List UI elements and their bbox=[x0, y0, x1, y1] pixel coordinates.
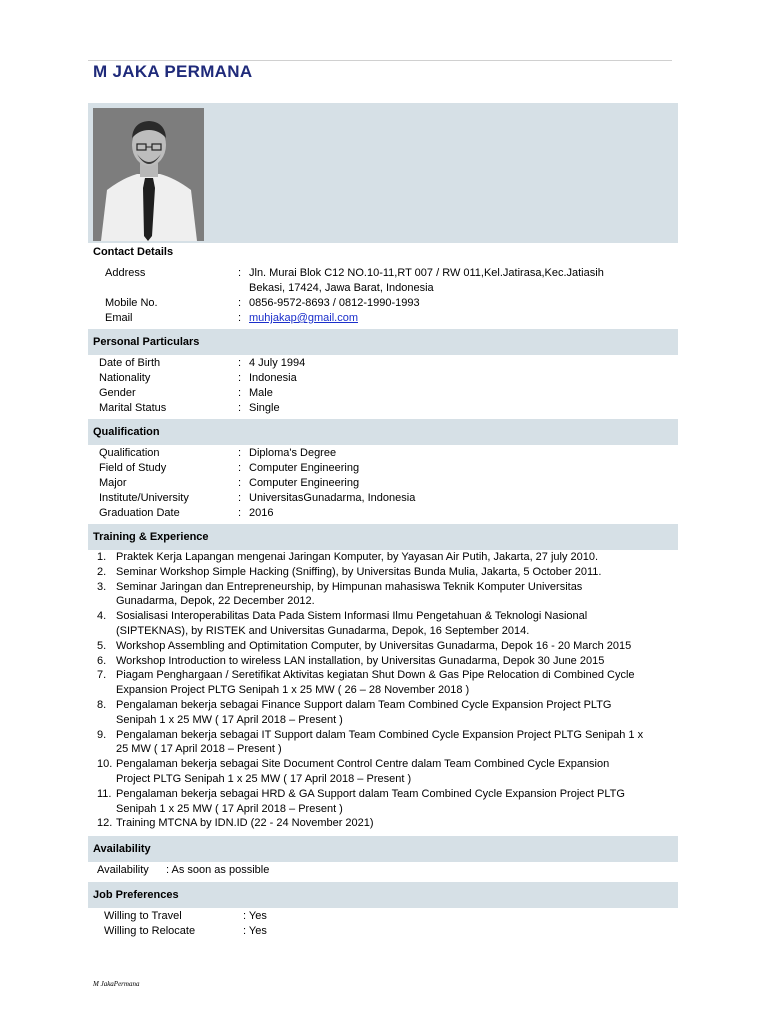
list-item bbox=[97, 580, 677, 610]
relocate-label: Willing to Relocate bbox=[104, 925, 196, 937]
personal-colon: : bbox=[238, 357, 242, 369]
email-label: Email bbox=[105, 312, 133, 324]
list-item-text: Praktek Kerja Lapangan mengenai Jaringan Komputer, by Yayasan Air Putih, Jakarta, 27 july 2010. bbox=[116, 551, 599, 563]
list-item-text: Seminar Jaringan dan Entrepreneurship, by Himpunan mahasiswa Teknik Komputer Universitas bbox=[116, 580, 583, 593]
list-item-text: Pengalaman bekerja sebagai Site Document Control Centre dalam Team Combined Cycle Expansion bbox=[116, 758, 610, 771]
qualification-band bbox=[88, 419, 678, 445]
qualification-colon: : bbox=[238, 462, 242, 474]
personal-label: Nationality bbox=[99, 372, 151, 384]
footer-name: M JakaPermana bbox=[93, 980, 140, 988]
list-item-text: Senipah 1 x 25 MW ( 17 April 2018 – Present ) bbox=[116, 713, 343, 726]
list-item bbox=[97, 609, 677, 639]
address-colon: : bbox=[238, 267, 242, 279]
list-item bbox=[97, 668, 677, 698]
job-preferences-heading: Job Preferences bbox=[93, 889, 179, 901]
email-colon: : bbox=[238, 312, 242, 324]
qualification-label: Qualification bbox=[99, 447, 160, 459]
qualification-label: Institute/University bbox=[99, 492, 189, 504]
list-item-number: 12. bbox=[97, 817, 113, 830]
list-item-text: Pengalaman bekerja sebagai HRD & GA Support dalam Team Combined Cycle Expansion Project PLTG bbox=[116, 787, 625, 800]
qualification-value: UniversitasGunadarma, Indonesia bbox=[249, 492, 416, 504]
availability-band bbox=[88, 836, 678, 862]
list-item-number: 5. bbox=[97, 639, 107, 652]
list-item-text: Seminar Workshop Simple Hacking (Sniffing), by Universitas Bunda Mulia, Jakarta, 5 October 2011. bbox=[116, 565, 602, 578]
mobile-value: 0856-9572-8693 / 0812-1990-1993 bbox=[249, 297, 420, 309]
list-item bbox=[97, 565, 677, 580]
personal-label: Marital Status bbox=[99, 402, 167, 414]
list-item bbox=[97, 816, 677, 831]
candidate-name: M JAKA PERMANA bbox=[93, 62, 253, 81]
list-item-text: Workshop Introduction to wireless LAN installation, by Universitas Gunadarma, Depok 30 June 2015 bbox=[116, 654, 605, 667]
list-item-text: Piagam Penghargaan / Seretifikat Aktivitas kegiatan Shut Down & Gas Pipe Relocation di Combined Cycle bbox=[116, 669, 635, 682]
availability-label: Availability bbox=[97, 864, 149, 876]
address-label: Address bbox=[105, 267, 146, 279]
list-item-number: 2. bbox=[97, 565, 107, 578]
personal-colon: : bbox=[238, 402, 242, 414]
qualification-label: Major bbox=[99, 477, 127, 489]
qualification-value: Computer Engineering bbox=[249, 477, 360, 489]
profile-photo bbox=[93, 108, 204, 241]
personal-value: 4 July 1994 bbox=[249, 357, 306, 369]
qualification-value: 2016 bbox=[249, 507, 274, 519]
travel-value: : Yes bbox=[243, 910, 267, 922]
personal-value: Male bbox=[249, 387, 273, 399]
list-item-text: Senipah 1 x 25 MW ( 17 April 2018 – Present ) bbox=[116, 802, 343, 815]
list-item-number: 10. bbox=[97, 758, 113, 771]
list-item bbox=[97, 757, 677, 787]
qualification-colon: : bbox=[238, 447, 242, 459]
qualification-value: Computer Engineering bbox=[249, 462, 360, 474]
availability-heading: Availability bbox=[93, 843, 151, 855]
email-link[interactable]: muhjakap@gmail.com bbox=[249, 312, 358, 324]
relocate-value: : Yes bbox=[243, 925, 267, 937]
contact-details-heading: Contact Details bbox=[93, 246, 174, 258]
list-item-text: Training MTCNA by IDN.ID (22 - 24 November 2021) bbox=[116, 817, 374, 830]
personal-colon: : bbox=[238, 387, 242, 399]
list-item-text: Pengalaman bekerja sebagai Finance Support dalam Team Combined Cycle Expansion Project PLTG bbox=[116, 698, 612, 711]
list-item-number: 4. bbox=[97, 610, 107, 623]
address-line2: Bekasi, 17424, Jawa Barat, Indonesia bbox=[249, 282, 434, 294]
list-item-text: Gunadarma, Depok, 22 December 2012. bbox=[116, 595, 315, 608]
list-item bbox=[97, 639, 677, 654]
list-item-number: 3. bbox=[97, 580, 107, 593]
list-item-text: 25 MW ( 17 April 2018 – Present ) bbox=[116, 743, 282, 756]
list-item-number: 1. bbox=[97, 551, 107, 563]
personal-label: Date of Birth bbox=[99, 357, 161, 369]
personal-particulars-heading: Personal Particulars bbox=[93, 336, 200, 348]
list-item bbox=[97, 698, 677, 728]
list-item-text: Sosialisasi Interoperabilitas Data Pada Sistem Informasi Ilmu Pengetahuan & Teknologi Nasional bbox=[116, 610, 588, 623]
list-item-number: 11. bbox=[97, 787, 112, 800]
qualification-heading: Qualification bbox=[93, 426, 160, 438]
personal-colon: : bbox=[238, 372, 242, 384]
qualification-colon: : bbox=[238, 492, 242, 504]
list-item-number: 9. bbox=[97, 728, 107, 741]
list-item-text: Workshop Assembling and Optimitation Computer, by Universitas Gunadarma, Depok 16 - 20 March 2015 bbox=[116, 639, 632, 652]
list-item-text: Expansion Project PLTG Senipah 1 x 25 MW ( 26 – 28 November 2018 ) bbox=[116, 684, 470, 697]
list-item bbox=[97, 654, 677, 669]
mobile-label: Mobile No. bbox=[105, 297, 158, 309]
qualification-value: Diploma's Degree bbox=[249, 447, 337, 459]
address-line1: Jln. Murai Blok C12 NO.10-11,RT 007 / RW 011,Kel.Jatirasa,Kec.Jatiasih bbox=[249, 267, 604, 279]
training-list bbox=[97, 550, 677, 831]
personal-label: Gender bbox=[99, 387, 136, 399]
list-item-number: 6. bbox=[97, 654, 107, 667]
qualification-colon: : bbox=[238, 477, 242, 489]
list-item bbox=[97, 728, 677, 758]
list-item-text: (SIPTEKNAS), by RISTEK and Universitas Gunadarma, Depok, 16 September 2014. bbox=[116, 624, 530, 637]
list-item-number: 8. bbox=[97, 698, 107, 711]
top-divider bbox=[88, 60, 672, 61]
list-item bbox=[97, 550, 677, 565]
qualification-label: Graduation Date bbox=[99, 507, 180, 519]
personal-value: Single bbox=[249, 402, 280, 414]
qualification-label: Field of Study bbox=[99, 462, 167, 474]
personal-value: Indonesia bbox=[249, 372, 297, 384]
training-heading: Training & Experience bbox=[93, 531, 209, 543]
availability-value: : As soon as possible bbox=[166, 864, 270, 876]
qualification-colon: : bbox=[238, 507, 242, 519]
list-item-text: Pengalaman bekerja sebagai IT Support dalam Team Combined Cycle Expansion Project PLTG Senipah 1 x bbox=[116, 728, 644, 741]
mobile-colon: : bbox=[238, 297, 242, 309]
list-item-text: Project PLTG Senipah 1 x 25 MW ( 17 April 2018 – Present ) bbox=[116, 772, 412, 785]
list-item bbox=[97, 787, 677, 817]
travel-label: Willing to Travel bbox=[104, 910, 182, 922]
list-item-number: 7. bbox=[97, 669, 107, 682]
